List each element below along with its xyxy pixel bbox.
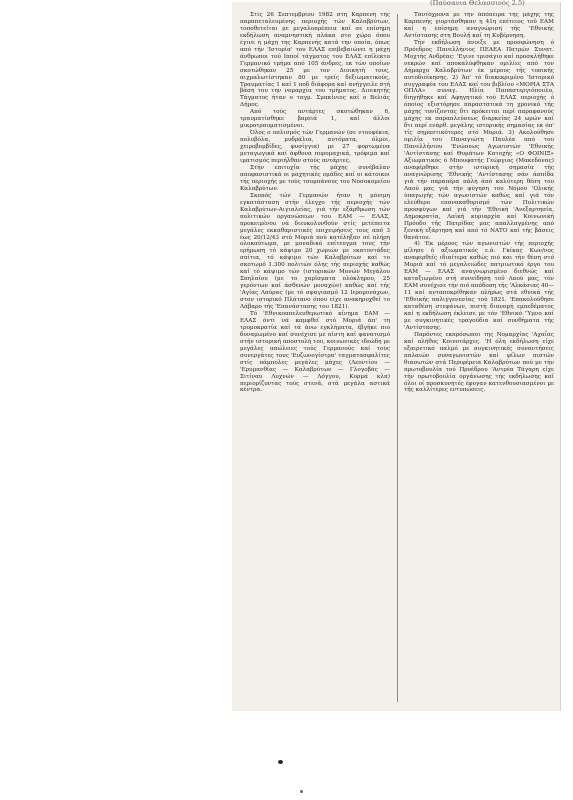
paragraph: Στίς 26 Σεπτεμβρίου 1982 στη Καρπενή τής παραπεταλευμένης περιοχής τών Καλαβρύτων, τοποθετείται με μεγαλοπρέπεια καί σε επίσημη εκδήλωση αναμνηστική πλάκα στο χώρο όπου έγινε η μάχη της Καρπενής κατά την οποία, όπως από τήν 'Ιστορία' του ΕΛΑΣ επιβεβαιώνει η μάχη άνθρωποι τού Ιπποϊ τάγματος του ΕΛΑΣ επίλεκτο Γερμανικό τμήμα από 105 άνδρες, εκ τών οποίων σκοτώθηκαν 25 με τον Διοικητή τους, αιχμαλωτίστηκαν 80 με τρείς δεξιωματικούς, Τραυματίας 1 καί 1 ποδ διάφορα καί ανήγγειλε στή βάση του την νομαρχία του τμήματος. Διοικητής Τάγματος ήταν ο ταγμ. Σμακίνιος καί ο Βελιάς Δήμος. [240, 12, 390, 109]
paragraph: Παρόντες εκπρόσωποι της Νομαρχίας 'Αχαΐας καί πλήθος Κοινοτάρχες. 'Η όλη εκδήλωση είχε εξαιρετικό παλμό με συγκινητικές συναντήσεις παλαιών συναγωνιστών καί φίλων πιστών θιασωτών στά Περιφέρεια Καλαβρύτων πού με τήν πρωτοβουλία τού Προέδρου 'Αντρέα Τάγαρη είχε τήν πρωτοβουλία οργάνωσης τής εκδήλωσης καί όλοι οί προσκυνητές έφυγαν κατενθουσιασμένοι με τής καλλίτερες εντυπώσεις. [404, 331, 554, 394]
article-column-right [404, 12, 554, 632]
column-divider [397, 14, 398, 702]
paragraph: Τό 'Εθνικοαπελευθερωτικό κίνημα ΕΑΜ — ΕΛΑΣ όντι νά καμφθεί στό Μοριά άπ' τη τρομοκρατία καί τά άνω εγκλήματα, έβγήκε πιο δυναμωμένο καί συνέχισε με πίστη καί φανατισμό στήν ιστορική αποστολή του, κοινωνικές ιδεώδη με μεγάλες απώλειες τούς Γερμανούς καί τούς συνεργάτες τους 'Ευζωνογίστρα' ταγματασφαλίτες στίς πάμπολες μεγάλες μάχες (Λεοντίου — 'Ερυμανθίας — Καλαβρύτων — Γλογοβάς — Σιτίναυ Λυχνών — Λόγγου, Κορμά κλπ) περιορίζοντας τούς στενά, στά μεγάλα αστικά κέντρα. [240, 310, 390, 394]
article-column-left [240, 12, 390, 702]
paragraph: Στήν επιτυχία τής μάχης συνέβαλαν αποφασιστικά οι μαχητικές ομάδες καί οι κάτοικοι τής περιοχής με τούς τσομπάνους του Νοσοκομείου Καλαβρύτων. [240, 164, 390, 192]
scan-speck [300, 790, 303, 793]
paragraph: Από τούς αντάρτες σκοτώθηκαν 6, τραυματίσθηκε βαρειά 1, καί άλλοι μικροτραυματισμένοι. [240, 109, 390, 130]
paragraph: Ταυτόχρονα με τήν άπόπειρα της μάχης τής Καρπενής γιορτάσθηκαν η 41η επέτειος τοῦ ΕΑΜ καί η επίσημη αναγνώριση τής 'Εθνικής Αντίστασης στη Βουλή καί τη Κυβέρνηση. [404, 12, 554, 39]
paragraph: 4) 'Εκ μέρους τών αγωνιστών τής περιοχής μίλησε ό αξιωματικός ε.ά. Γκίκας Κων/νος αναφερθείς ιδιαίτερα καθώς πιό και τήν θέση στό Μοριά καί τό μεγαλειώδες πατριωτικό έργο του ΕΑΜ — ΕΛΑΣ αναγνωρισμένο διεθνώς καί καταξιωμένο στή συνείδηση τοῦ Λαού μας, τόν ΕΑΜ συνέχισε τήν πιό απόδοση τής 'Αλκάσιας 40—11 καί ανταποκρίθηκαν πλήρως στά εθνικά τής 'Εθνικής παλιγγενεσίας τού 1821. 'Επακολούθησε καταθέση στεφάνων, πιστή διανομή εμπεδέματος καί η εκδήλωση έκλεισε με τόν 'Εθνικό 'Ύμνο καί με συγκινητικές τραγούδια καί συνθήματα τής 'Αντίστασης. [404, 241, 554, 331]
scan-speck [278, 760, 283, 764]
paragraph: Τήν εκδήλωση άνοιξε με προσφώνηση ό Πρόεδρος Πανελλήνιος ΠΕΑΕΑ Πατρών Συνατ. Μοχτής Ανδρέας: 'Εγινε τρισάγιο καί προσκλήθηκε νεκρών καί αποκαλύφθηκαν ομιλίες από τον Δήμαρχο Καλαβρύτων έκ μέρους τής τοπικής αυτοδιοίκησης. 2) Άπ' τό διακεκριμένο 'Ιστορικό συγγραφέα του ΕΛΑΣ καί του βιβλίου «ΜΟΡΙΑ ΣΤΑ ΟΠΛΑ» συναγ. Ηλία Παπαστεργιόπουλο, διηγήθηκε καί Αφηγητικό τού ΕΛΑΣ περιοχής ό όποίος εξιστόρησε παραστατικά τη χρονικό τής μάχης τονίζοντας δτι πρόκειται περί παραφανούς μάχης εκ παραπλεύσεως διαρκείας 24 ωρών καί δτι περί ενάρθ. μεγάλης ιστορικής σημασίας εκ όπ' τίς σημαντικότερες στό Μοριά. 3) Ακολούθησε ομιλία του Παναγιώτη Παυλέα από του Πανελλήνιου 'Ενώσεως Αγωνιστών 'Εθνικής 'Αντίστασης καί Θυμάτων Κατοχής «Ο ΦΟΙΝΙΞ» Αξιωματικός ό Μπουφατής Γεώργιος (Μακεδόνας) αναφέρθηκε στήν ιστορική σημασία τής αναγνώρισης 'Εθνικής 'Αντίστασης σάν άσπίδα γιά τήν παραπέρα πάλη άπό καλύτερη θέση του Λαού μας γιά τήν φύγηση του Νόμου 'Ολικής ύπαγωγής τών αγωνιστών καθώς καί γιά τόν ελεύθερο επανακαθορισμό τών Πολιτικών προσφύγων καί γιά τήν 'Εθνική 'Ανεξαρτησία, Δημοκρατία, Λαϊκή κυριαρχία καί Κοινωνική Πρόοδο τής Πατρίδας μας απαλλαγμένης από ξενική εξάρτηση καί από τό ΝΑΤΟ καί τής βάσεις θανάτου. [404, 39, 554, 241]
paragraph: Όλος ο οπλισμός τών Γερμανών (σε ντουφέκια, πολυβόλα, μυδράλια, αυτόματα, όλμοι, χειροβομβίδες, φυσίγγια) με 27 φορτωμένα μεταγωγικά καί άφθονα πυρομαχικά, τρόφιμα καί ιματισμός περιήλθαν στούς αντάρτες. [240, 130, 390, 165]
paragraph: Σκοπός τών Γερμανών ήταν η μόνιμη εγκατάσταση στήν έλεγχο τής περιοχής τών Καλαβρύτων-Αιγιαλείας, γιά τήν εξάρθρωση τών πολιτικών οργανώσεων του ΕΑΜ — ΕΛΑΣ, προκειμένου νά διευκολυνθούν στίς μετέπειτα μεγάλες εκκαθαριστικές επιχειρήσεις τους από 3 έως 20/12/43 στό Μοριά πού κατέληξαν σέ πλήρη ολοκαύτωμα, με μοναδικό επίτευγμα τους τήν ερήμωση τό κάψιμο 20 χωριών με εκατοντάδες σπίτια, τό κάψιμο τών Καλαβρύτων καί το σκοτωμό 1.300 πολιτών όλης τής περιοχής καθώς καί τό κάψιμο τών (ιστορικών Μονών Μεγάλου Σπηλαίου (με το χαρίσματα ολόκληρου, 25 γερόντων καί άσθενών μοναχών) καθώς καί τής 'Αγίας Λαύρας (με τό σφαγιασμό 12 Ιερομονάχων, στον ιστορικό Πλάτανο όπου είχε ανακηρυχθεί το Λάβαρο τής 'Επανάστασης του 1821). [240, 192, 390, 311]
clipping-header: (Παύσανια Θελασσινός 2.5) [430, 0, 525, 7]
